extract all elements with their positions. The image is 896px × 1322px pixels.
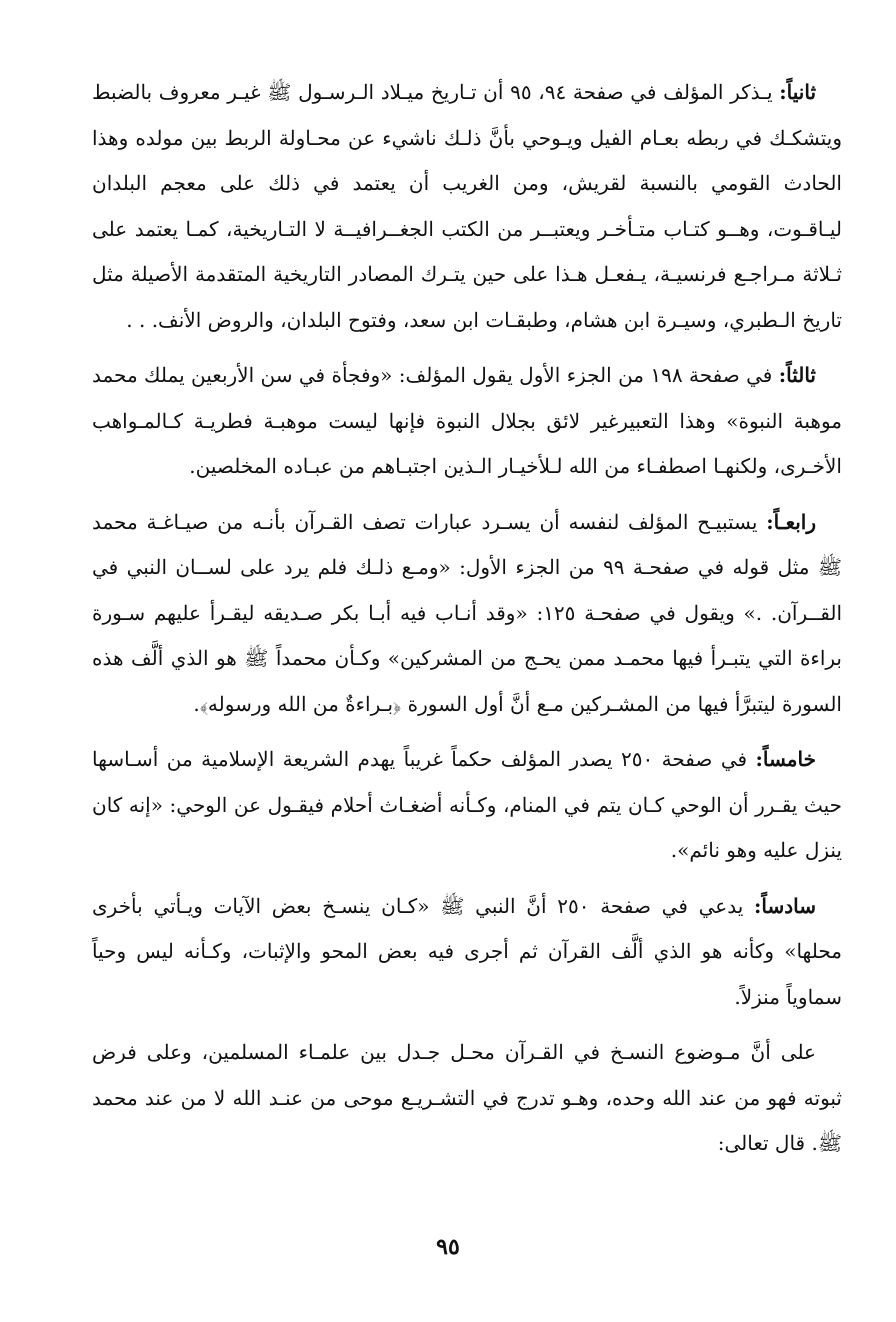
- page-number: ٩٥: [436, 1234, 460, 1260]
- paragraph-body: يستبيـح المؤلف لنفسه أن يسـرد عبارات تصف القـرآن بأنـه من صيـاغـة محمد ﷺ مثل قوله في صفحـة ٩٩ من الجزء الأول: «ومـع ذلـك فلم يرد على لســان النبي في القــرآن. .» ويقول في صفحـة ١٢٥: «وقد أنـاب فيه أبـا بكر صـديقه ليقـرأ عليهم سـورة براءة التي يتبـرأ فيها محمـد ممن يحـج من المشركين» وكـأن محمداً ﷺ هو الذي ألَّف هذه السورة ليتبرَّأ فيها من المشـركين مـع أنَّ أول السورة ﴿بـراءةٌ من الله ورسوله﴾.: [92, 509, 843, 716]
- paragraph-body: يدعي في صفحة ٢٥٠ أنَّ النبي ﷺ «كـان ينسـخ بعض الآيات ويـأتي بأخرى محلها» وكأنه هو الذي ألَّف القرآن ثم أجرى فيه بعض المحو والإثبات، وكـأنه ليس وحياً سماوياً منزلاً.: [92, 893, 842, 1009]
- book-page-text: [92, 70, 842, 1177]
- paragraph-lead: خامساً:: [755, 747, 816, 771]
- paragraph-point-2: [92, 70, 842, 343]
- paragraph-body: على أنَّ مـوضوع النسـخ في القـرآن محـل جـدل بين علمـاء المسلمين، وعلى فرض ثبوته فهو من عند الله وحده، وهـو تدرج في التشـريـع موحى من عنـد الله لا من عند محمد ﷺ. قال تعالى:: [92, 1040, 842, 1155]
- paragraph-body: يـذكر المؤلف في صفحة ٩٤، ٩٥ أن تـاريخ ميـلاد الـرسـول ﷺ غيـر معروف بالضبط ويتشكـك في ربطه بعـام الفيل ويـوحي بأنَّ ذلـك ناشيء عن محـاولة الربط بين مولده وهذا الحادث القومي بالنسبة لقريش، ومن الغريب أن يعتمد في ذلك على معجم البلدان ليـاقـوت، وهــو كتـاب متـأخـر ويعتبــر من الكتب الجغــرافيــة لا التـاريخية، كمـا يعتمد على ثـلاثة مـراجـع فرنسيـة، يـفعـل هـذا على حين يتـرك المصادر التاريخية المتقدمة الأصيلة مثل تاريخ الـطبري، وسيـرة ابن هشام، وطبقـات ابن سعد، وفتوح البلدان، والروض الأنف. . .: [92, 80, 842, 332]
- paragraph-lead: سادساً:: [754, 893, 817, 918]
- paragraph-point-6: [92, 884, 842, 1021]
- paragraph-point-3: [92, 353, 842, 490]
- paragraph-point-4: [92, 500, 842, 728]
- paragraph-body: في صفحة ٢٥٠ يصدر المؤلف حكماً غريباً يهدم الشريعة الإسلامية من أسـاسها حيث يقـرر أن الوحي كـان يتم في المنام، وكـأنه أضغـاث أحلام فيقـول عن الوحي: «إنه كان ينزل عليه وهو نائم».: [92, 747, 842, 862]
- paragraph-abrogation: [92, 1030, 842, 1167]
- paragraph-body: في صفحة ١٩٨ من الجزء الأول يقول المؤلف: «وفجأة في سن الأربعين يملك محمد موهبة النبوة» وهذا التعبيرغير لائق بجلال النبوة فإنها ليست موهبـة فطريـة كـالمـواهب الأخـرى، ولكنهـا اصطفـاء من الله لـلأخيـار الـذين اجتبـاهم من عبـاده المخلصين.: [92, 363, 843, 478]
- paragraph-lead: ثالثاً:: [778, 363, 816, 387]
- paragraph-point-5: [92, 737, 842, 874]
- paragraph-lead: ثانياً:: [779, 80, 817, 104]
- paragraph-lead: رابعـاً:: [766, 509, 816, 534]
